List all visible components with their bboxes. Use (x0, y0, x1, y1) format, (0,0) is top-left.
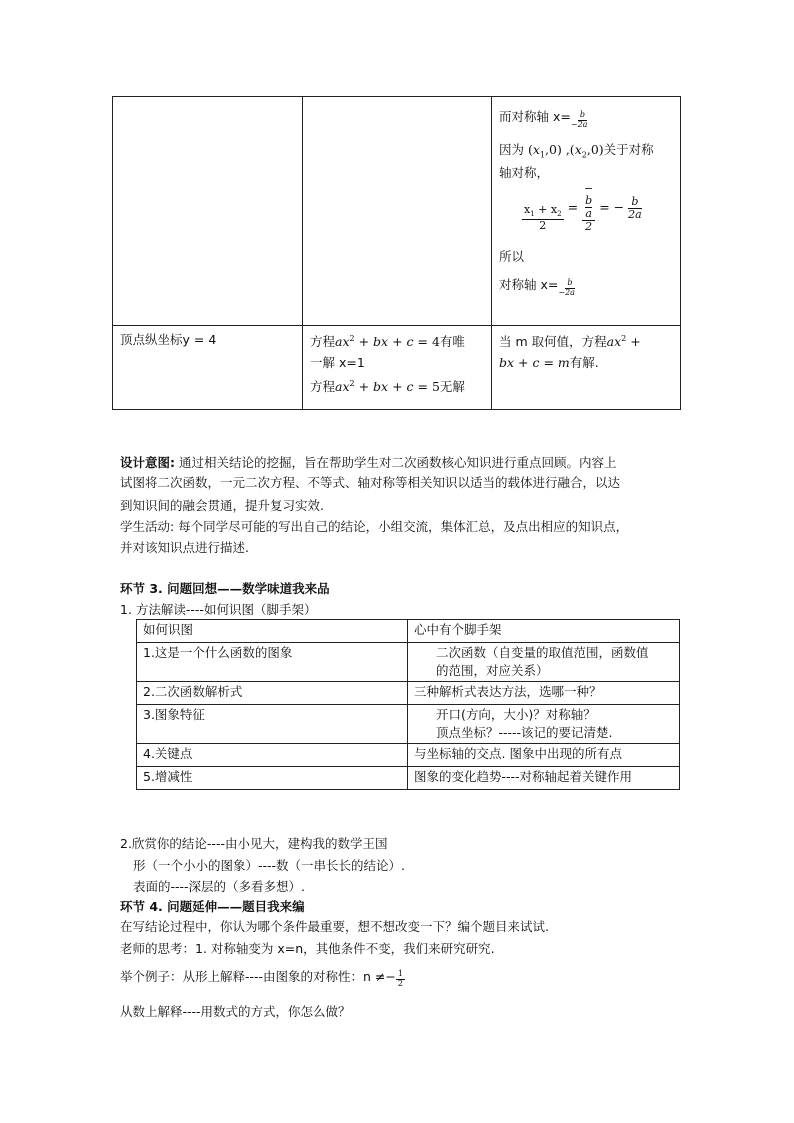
axis-fraction-2: − $\frac{b}{2a}$ (558, 278, 575, 297)
table-cell: 图象的变化趋势----对称轴起着关键作用 (408, 767, 680, 790)
appreciate-line: 2.欣赏你的结论----由小见大，建构我的数学王国 (120, 836, 388, 851)
table-header-row (137, 620, 680, 643)
table-row (137, 705, 680, 744)
axis-label: 而对称轴 x= (499, 109, 571, 124)
table-row (113, 326, 681, 410)
table-cell (303, 97, 492, 326)
table-row (137, 767, 680, 790)
axis-label-2: 对称轴 x= (499, 277, 559, 292)
section3-subtitle: 1. 方法解读----如何识图（脚手架） (120, 602, 317, 617)
table-row (137, 643, 680, 682)
vertex-y-text: 顶点纵坐标y = 4 (120, 332, 217, 347)
section4-line-3: 举个例子：从形上解释----由图象的对称性：n ≠− $\frac{1}{2}$ (120, 969, 403, 988)
design-line-2: 试图将二次函数，一元二次方程、不等式、轴对称等相关知识以适当的载体进行融合，以达 (120, 475, 621, 490)
table-cell: 4.关键点 (137, 744, 408, 767)
table-cell: 2.二次函数解析式 (137, 682, 408, 705)
so-label: 所以 (499, 249, 525, 264)
conclusion-table (112, 96, 681, 410)
equation-a-line2: 一解 x=1 (310, 355, 365, 371)
design-line-3: 到知识间的融会贯通，提升复习实效. (120, 498, 324, 513)
table-cell: 与坐标轴的交点. 图象中出现的所有点 (408, 744, 680, 767)
header-cell: 心中有个脚手架 (408, 620, 680, 643)
section4-line-4: 从数上解释----用数式的方式，你怎么做？ (120, 1004, 351, 1019)
activity-line-2: 并对该知识点进行描述. (120, 540, 249, 555)
header-cell: 如何识图 (137, 620, 408, 643)
table-cell: 3.图象特征 (137, 705, 408, 744)
equation-b: 方程$ax^2$ + bx + c = 5无解 (310, 379, 465, 395)
method-table (136, 619, 680, 790)
design-line-1: 设计意图: 通过相关结论的挖掘，旨在帮助学生对二次函数核心知识进行重点回顾。内容上 (120, 455, 617, 470)
equation-a: 方程$ax^2$ + bx + c = 4有唯 (310, 334, 465, 350)
table-row (137, 744, 680, 767)
points-formula: $(x_1,0)$ $,(x_2,0)$ (528, 142, 604, 160)
table-cell (113, 97, 303, 326)
axis-fraction: − $\frac{b}{2a}$ (570, 110, 588, 129)
table-cell (113, 326, 303, 410)
section4-line-2: 老师的思考：1. 对称轴变为 x=n，其他条件不变，我们来研究研究. (120, 941, 495, 956)
table-cell (492, 97, 681, 326)
table-cell: 开口(方向，大小)？对称轴？ 顶点坐标？-----该记的要记清楚. (408, 705, 680, 744)
because-label: 因为 (499, 142, 525, 157)
table-row (113, 97, 681, 326)
section3-title: 环节 3. 问题回想——数学味道我来品 (120, 581, 330, 596)
table-cell: 二次函数（自变量的取值范围，函数值 的范围，对应关系） (408, 643, 680, 682)
table-cell (492, 326, 681, 410)
design-label: 设计意图: (120, 455, 175, 470)
table-cell (303, 326, 492, 410)
midpoint-formula: $\frac{x_1 + x_2}{2}$ = − $\frac{b}{a}$ 2 = − $\frac{b}{2a}$ (524, 182, 642, 234)
section4-title: 环节 4. 问题延伸——题目我来编 (120, 899, 305, 914)
because-suffix: 关于对称 (603, 142, 654, 157)
table-cell: 5.增减性 (137, 767, 408, 790)
section4-line-1: 在写结论过程中，你认为哪个条件最重要，想不想改变一下？编个题目来试试. (120, 919, 549, 934)
table-cell: 1.这是一个什么函数的图象 (137, 643, 408, 682)
table-row (137, 682, 680, 705)
surface-deep-line: 表面的----深层的（多看多想）. (133, 879, 306, 894)
equation-m: 当 m 取何值，方程$ax^2$ + bx + c = m有解. (499, 334, 641, 371)
activity-line-1: 学生活动: 每个同学尽可能的写出自己的结论，小组交流，集体汇总，及点出相应的知识点， (120, 519, 629, 534)
shape-number-line: 形（一个小小的图象）----数（一串长长的结论）. (133, 858, 406, 873)
table-cell: 三种解析式表达方法，选哪一种？ (408, 682, 680, 705)
axis-word: 轴对称， (499, 165, 550, 180)
